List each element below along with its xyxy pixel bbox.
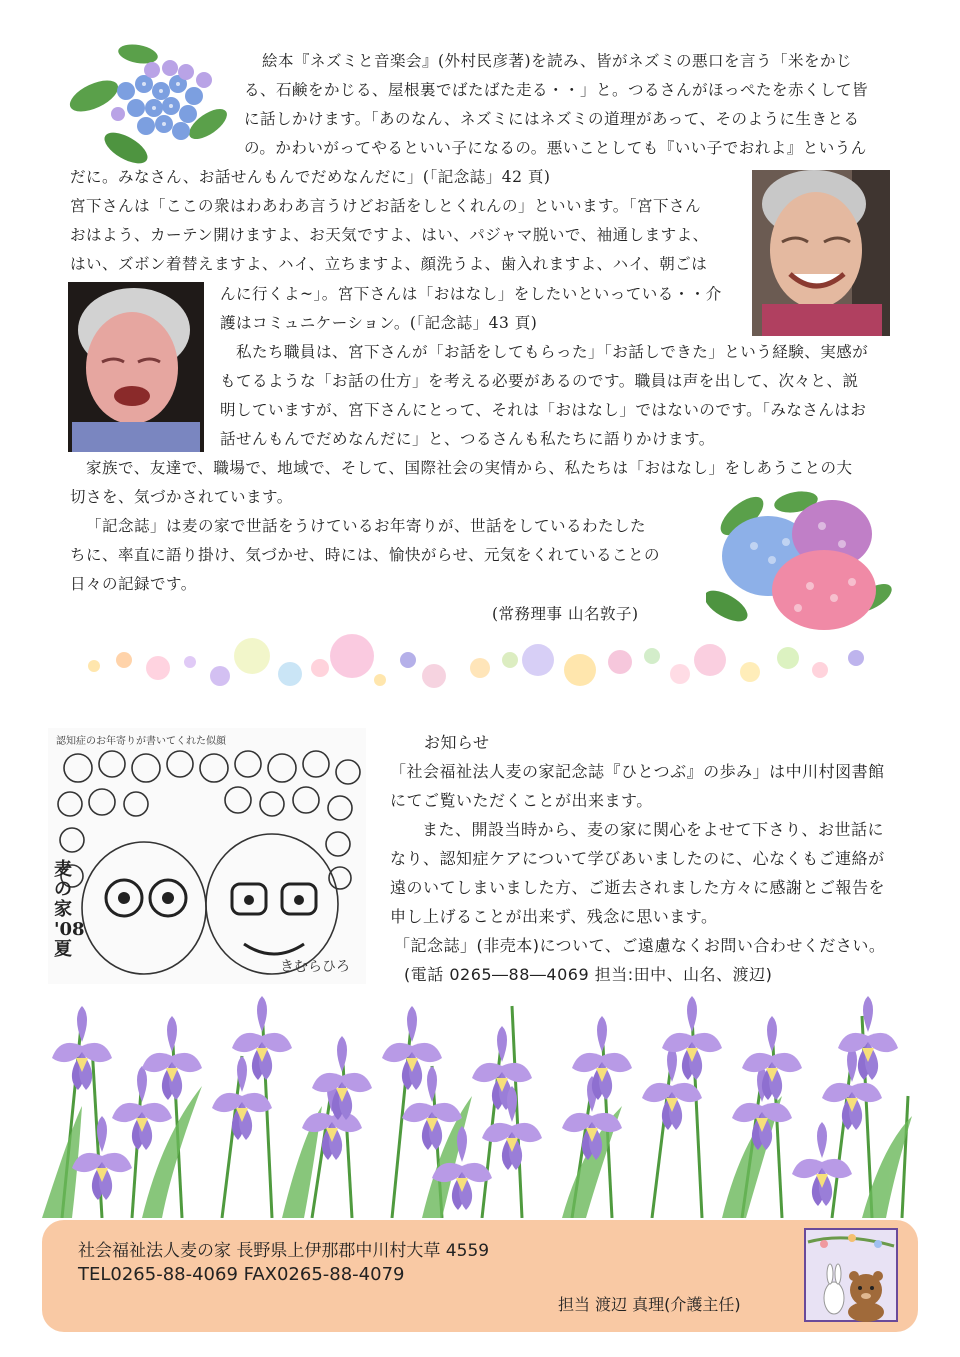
essay-line: ちに、率直に語り掛け、気づかせ、時には、愉快がらせ、元気をくれていることの (70, 546, 660, 564)
footer-contact: 担当 渡辺 真理(介護主任) (558, 1295, 741, 1314)
essay-line: もてるような「お話の仕方」を考える必要があるのです。職員は声を出して、次々と、説 (220, 372, 859, 390)
drawing-artist: きむらひろ (280, 959, 350, 975)
notice-line: また、開設当時から、麦の家に関心をよせて下さり、お世話に (422, 820, 885, 839)
bokeh-divider (80, 630, 880, 700)
elder-photo-left (68, 282, 204, 452)
essay-line: の。かわいがってやるといい子になるの。悪いことしても『いい子でおれよ』というん (244, 139, 867, 157)
notice-line: 遠のいてしまいました方、ご逝去されました方々に感謝とご報告を (390, 878, 886, 897)
notice-line: 「記念誌」(非売本)について、ご遠慮なくお問い合わせください。 (394, 936, 886, 955)
footer-phones: TEL0265-88-4069 FAX0265-88-4079 (78, 1264, 405, 1285)
bear-rabbit-icon (804, 1228, 898, 1322)
essay-line: 宮下さんは「ここの衆はわあわあ言うけどお話をしとくれんの」といいます。「宮下さん (70, 197, 702, 215)
caricature-drawing (48, 728, 366, 984)
essay-line: 家族で、友達で、職場で、地域で、そして、国際社会の実情から、私たちは「おはなし」をしあうことの大 (86, 459, 853, 477)
notice-line: 申し上げることが出来ず、残念に思います。 (390, 907, 718, 926)
notice-line: にてご覧いただくことが出来ます。 (390, 791, 653, 810)
hydrangea-icon (66, 36, 232, 166)
essay-line: おはよう、カーテン開けますよ、お天気ですよ、はい、パジャマ脱いで、袖通しますよ、 (70, 226, 709, 244)
essay-line: る、石鹸をかじる、屋根裏でばたばた走る・・」と。つるさんがほっぺたを赤くして皆 (244, 81, 869, 99)
drawing-caption: 認知症のお年寄りが書いてくれた似顔 (56, 736, 226, 747)
notice-line: 「社会福祉法人麦の家記念誌『ひとつぶ』の歩み」は中川村図書館 (390, 762, 885, 781)
notice-line: なり、認知症ケアについて学びあいましたのに、心なくもご連絡が (390, 849, 885, 868)
essay-line: に話しかけます。「あのなん、ネズミにはネズミの道理があって、そのように生きとる (244, 110, 860, 128)
hydrangea-bouquet-icon (706, 486, 892, 638)
essay-line: はい、ズボン着替えますよ、ハイ、立ちますよ、顔洗うよ、歯入れますよ、ハイ、朝ごは (70, 255, 708, 273)
essay-line: 絵本『ネズミと音楽会』(外村民彦著)を読み、皆がネズミの悪口を言う「米をかじ (262, 52, 853, 70)
notice-title: お知らせ (424, 733, 490, 752)
notice-line: (電話 0265―88―4069 担当:田中、山名、渡辺) (404, 965, 773, 984)
footer-address: 社会福祉法人麦の家 長野県上伊那郡中川村大草 4559 (78, 1241, 490, 1261)
essay-signature: (常務理事 山名敦子) (492, 605, 639, 623)
essay-line: んに行くよ~」。宮下さんは「おはなし」をしたいといっている・・介 (220, 285, 722, 303)
essay-line: 私たち職員は、宮下さんが「お話をしてもらった」「お話しできた」という経験、実感が (236, 343, 869, 361)
footer-banner (42, 1220, 918, 1332)
essay-line: だに。みなさん、お話せんもんでだめなんだに」(「記念誌」42 頁) (70, 168, 551, 186)
essay-line: 「記念誌」は麦の家で世話をうけているお年寄りが、世話をしているわたした (86, 517, 647, 535)
elder-photo-right (752, 170, 890, 336)
essay-line: 日々の記録です。 (70, 575, 197, 593)
drawing-signature: 麦の家 '08夏 (54, 859, 85, 960)
essay-line: 切さを、気づかされています。 (70, 488, 293, 506)
essay-line: 話せんもんでだめなんだに」と、つるさんも私たちに語りかけます。 (220, 430, 715, 448)
iris-field (42, 986, 918, 1218)
essay-line: 明していますが、宮下さんにとって、それは「おはなし」ではないのです。「みなさんはお (220, 401, 867, 419)
essay-line: 護はコミュニケーション。(「記念誌」43 頁) (220, 314, 538, 332)
